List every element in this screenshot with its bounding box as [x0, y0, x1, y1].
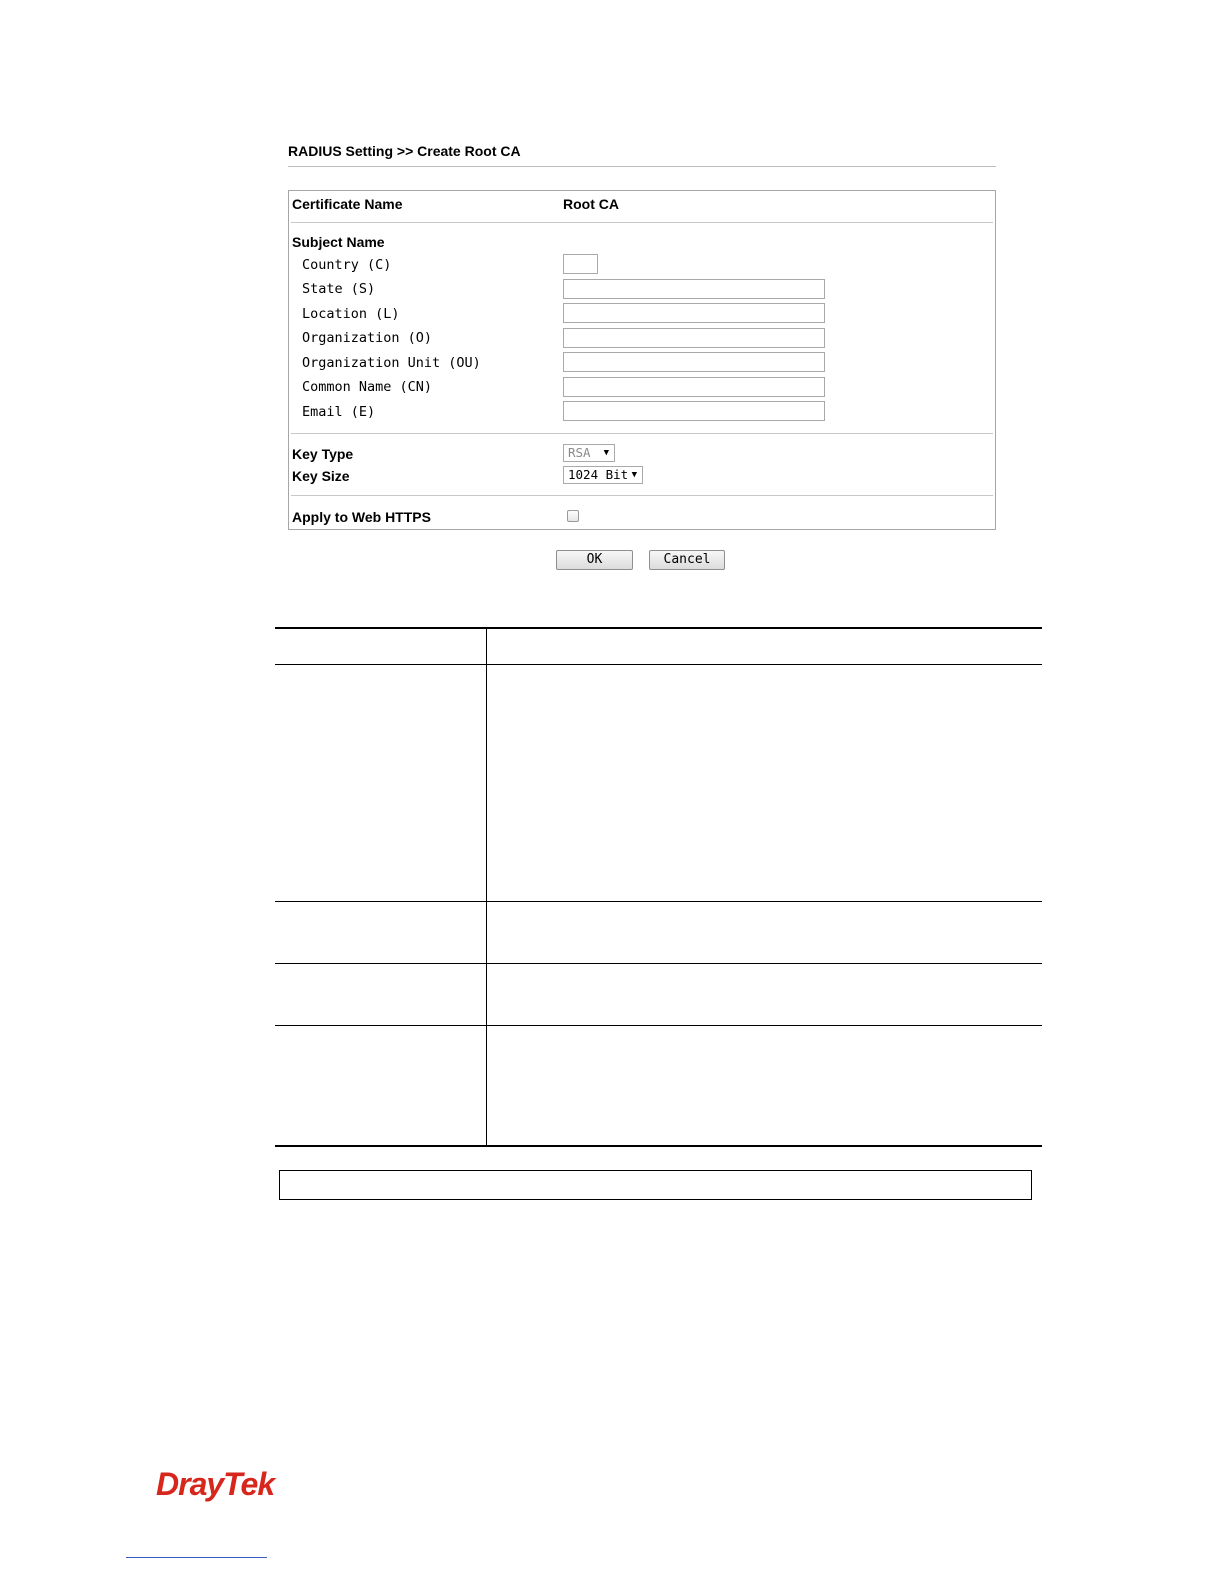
table-header-rule — [275, 664, 1042, 665]
key-size-select[interactable] — [563, 466, 643, 484]
key-size-value: 1024 Bit — [568, 467, 629, 482]
certificate-name-label: Certificate Name — [292, 196, 403, 212]
divider — [291, 495, 993, 496]
email-input[interactable] — [563, 401, 825, 421]
key-type-label: Key Type — [292, 446, 354, 462]
country-label: Country (C) — [302, 257, 392, 273]
page-title: RADIUS Setting >> Create Root CA — [288, 143, 521, 159]
subject-name-label: Subject Name — [292, 234, 385, 250]
note-box — [279, 1170, 1032, 1200]
organization-input[interactable] — [563, 328, 825, 348]
table-row-rule — [275, 1025, 1042, 1026]
ok-button[interactable]: OK — [556, 550, 633, 570]
create-root-ca-form — [288, 190, 996, 530]
apply-https-checkbox[interactable] — [567, 510, 579, 522]
chevron-down-icon: ▼ — [603, 448, 609, 458]
email-label: Email (E) — [302, 404, 376, 420]
common-name-label: Common Name (CN) — [302, 379, 433, 395]
table-top-rule — [275, 627, 1042, 629]
cancel-button[interactable]: Cancel — [649, 550, 725, 570]
table-row-rule — [275, 901, 1042, 902]
svg-text:DrayTek: DrayTek — [156, 1466, 275, 1502]
title-divider — [288, 166, 996, 167]
table-row-rule — [275, 963, 1042, 964]
common-name-input[interactable] — [563, 377, 825, 397]
chevron-down-icon: ▼ — [631, 470, 637, 480]
organization-label: Organization (O) — [302, 330, 433, 346]
country-input[interactable] — [563, 254, 598, 274]
state-input[interactable] — [563, 279, 825, 299]
footer-link-underline[interactable] — [126, 1557, 267, 1558]
table-column-divider — [486, 628, 487, 1146]
location-label: Location (L) — [302, 306, 400, 322]
divider — [291, 222, 993, 223]
key-size-label: Key Size — [292, 468, 350, 484]
location-input[interactable] — [563, 303, 825, 323]
organization-unit-label: Organization Unit (OU) — [302, 355, 481, 371]
state-label: State (S) — [302, 281, 376, 297]
table-bottom-rule — [275, 1145, 1042, 1147]
apply-https-label: Apply to Web HTTPS — [292, 509, 431, 525]
draytek-logo — [156, 1465, 296, 1505]
key-type-value: RSA — [568, 445, 591, 460]
certificate-name-value: Root CA — [563, 196, 619, 212]
divider — [291, 433, 993, 434]
organization-unit-input[interactable] — [563, 352, 825, 372]
key-type-select — [563, 444, 615, 462]
